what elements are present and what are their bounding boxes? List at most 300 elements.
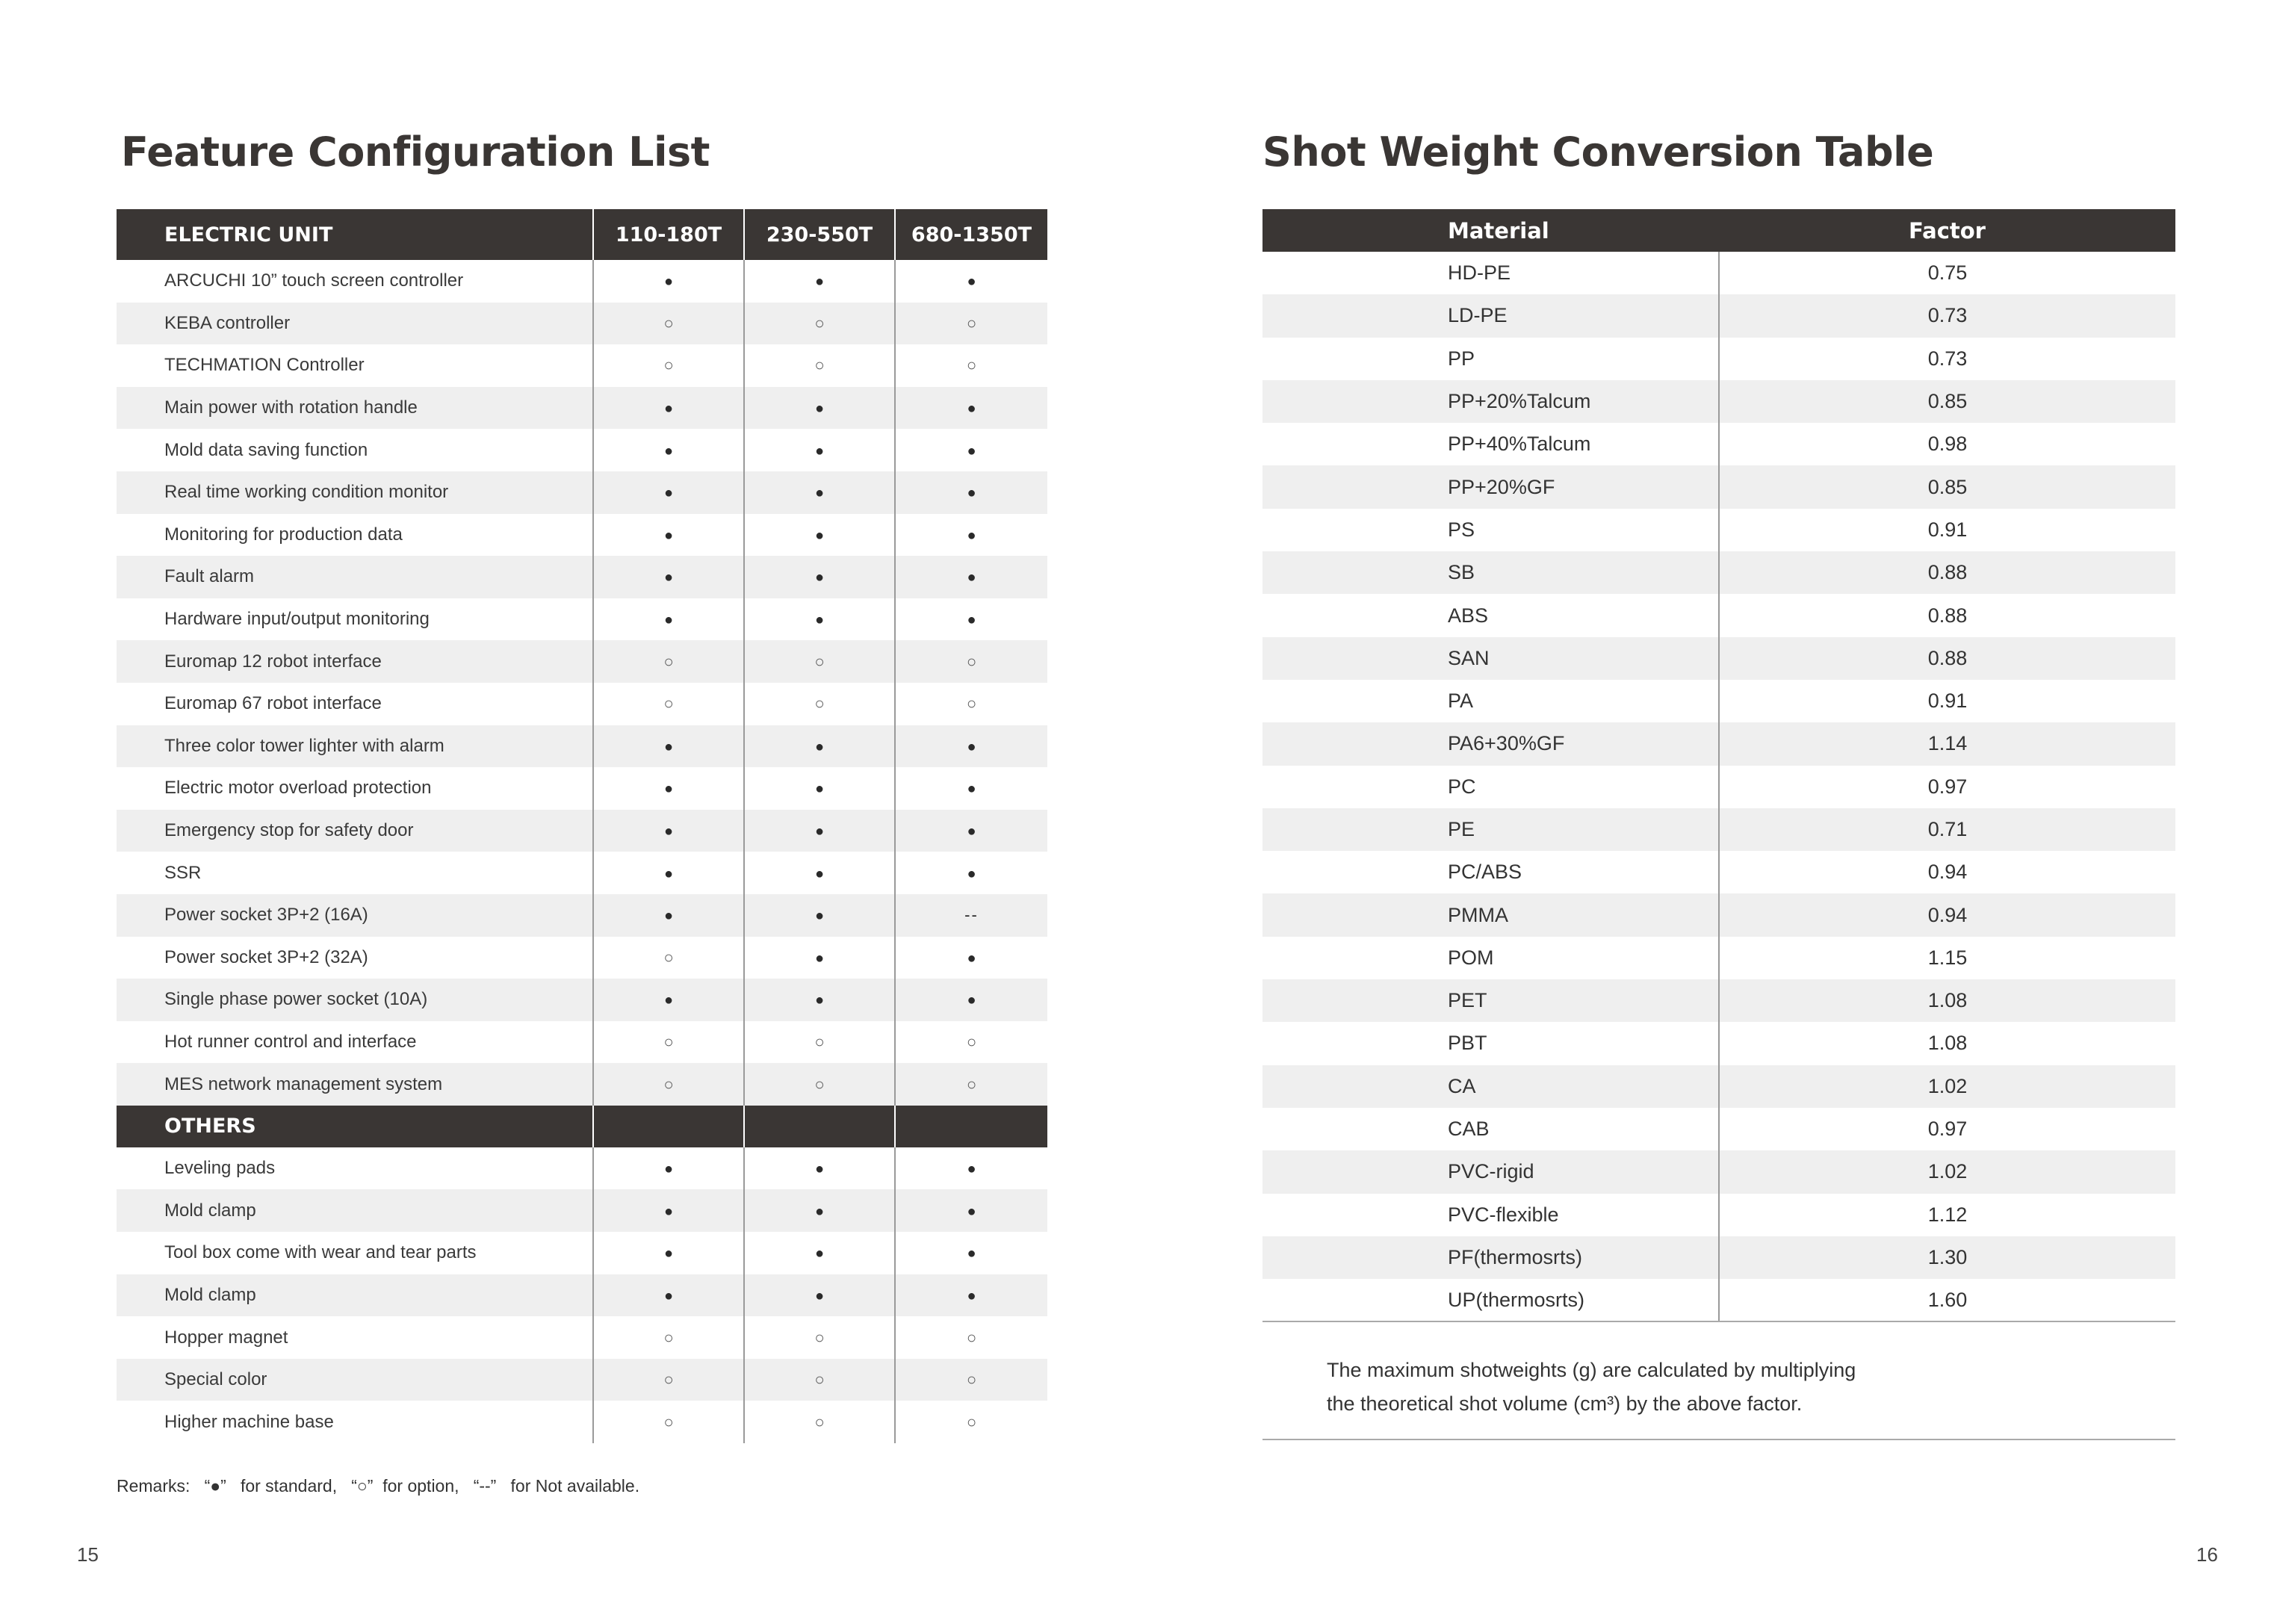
- availability-cell: [593, 471, 744, 514]
- feature-row: [117, 640, 1047, 683]
- feature-row: [117, 1359, 1047, 1401]
- availability-cell: [593, 1232, 744, 1274]
- conversion-factor: 1.12: [1719, 1194, 2175, 1236]
- conversion-row: [1262, 594, 2175, 636]
- availability-mark: ●: [814, 781, 825, 798]
- feature-row: [117, 683, 1047, 725]
- feature-row: [117, 1147, 1047, 1190]
- availability-cell: [593, 937, 744, 979]
- conversion-factor: 0.94: [1719, 893, 2175, 936]
- availability-mark: ●: [967, 400, 976, 418]
- conversion-table-title: Shot Weight Conversion Table: [1262, 128, 1934, 176]
- material-name: PC: [1448, 775, 1476, 798]
- feature-name: Mold clamp: [117, 1189, 593, 1232]
- conversion-row: [1262, 509, 2175, 551]
- availability-mark: ●: [663, 823, 674, 840]
- availability-mark: ○: [966, 694, 977, 713]
- availability-cell: [593, 303, 744, 345]
- availability-mark: ●: [814, 400, 825, 418]
- availability-mark: ●: [967, 442, 976, 459]
- feature-row: [117, 344, 1047, 387]
- section-header-blank-cell: [744, 1106, 895, 1147]
- material-name: PVC-flexible: [1448, 1203, 1559, 1226]
- availability-mark: ●: [663, 400, 674, 418]
- availability-mark: ○: [663, 651, 674, 671]
- availability-cell: [593, 1359, 744, 1401]
- availability-cell: [744, 1063, 895, 1106]
- availability-mark: ●: [663, 527, 674, 544]
- feature-name: ARCUCHI 10” touch screen controller: [164, 270, 464, 291]
- feature-row: [117, 1401, 1047, 1443]
- section-header-blank-cell: [593, 1106, 744, 1147]
- availability-cell: [593, 1063, 744, 1106]
- availability-mark: ●: [814, 612, 825, 629]
- availability-mark: ●: [814, 865, 825, 882]
- feature-row: [117, 725, 1047, 768]
- feature-name: Main power with rotation handle: [117, 387, 593, 430]
- availability-cell: [744, 514, 895, 557]
- material-name: PA: [1448, 689, 1474, 713]
- feature-name: Hardware input/output monitoring: [164, 609, 430, 630]
- availability-mark: ●: [967, 527, 976, 544]
- feature-name: Power socket 3P+2 (16A): [117, 894, 593, 937]
- conversion-factor: 1.02: [1719, 1150, 2175, 1193]
- availability-cell: [744, 1401, 895, 1443]
- availability-mark: ○: [814, 356, 825, 375]
- availability-cell: [895, 471, 1047, 514]
- availability-cell: [593, 556, 744, 598]
- availability-cell: [895, 1063, 1047, 1106]
- conversion-note-line: the theoretical shot volume (cm³) by the above factor.: [1327, 1392, 1803, 1415]
- material-name: PMMA: [1262, 893, 1719, 936]
- availability-cell: [593, 725, 744, 768]
- availability-mark: ●: [967, 738, 976, 755]
- availability-cell: [744, 1147, 895, 1190]
- availability-mark: ●: [814, 273, 825, 291]
- feature-name: Hopper magnet: [164, 1327, 288, 1348]
- availability-mark: ●: [814, 442, 825, 459]
- availability-cell: [593, 598, 744, 641]
- feature-row: [117, 1189, 1047, 1232]
- model-header: 680-1350T: [895, 209, 1047, 260]
- conversion-factor: 0.75: [1719, 252, 2175, 294]
- availability-cell: [895, 894, 1047, 937]
- conversion-row: [1262, 1194, 2175, 1236]
- availability-mark: ○: [814, 1074, 825, 1094]
- availability-mark: ●: [967, 612, 976, 629]
- availability-mark: ●: [814, 1287, 825, 1304]
- availability-cell: [593, 1021, 744, 1064]
- availability-mark: ●: [663, 992, 674, 1009]
- conversion-row: [1262, 338, 2175, 380]
- conversion-row: [1262, 465, 2175, 508]
- availability-mark: ●: [663, 1161, 674, 1178]
- material-name: PBT: [1448, 1032, 1487, 1055]
- feature-row: [117, 598, 1047, 641]
- availability-mark: ●: [663, 1203, 674, 1220]
- material-name: CA: [1262, 1065, 1719, 1108]
- conversion-row: [1262, 979, 2175, 1022]
- material-name: PC/ABS: [1448, 861, 1522, 884]
- factor-column-header: Factor: [1719, 209, 2175, 252]
- conversion-row: [1262, 423, 2175, 465]
- conversion-row: [1262, 766, 2175, 808]
- conversion-factor: 1.15: [1719, 937, 2175, 979]
- conversion-factor: 0.73: [1719, 338, 2175, 380]
- feature-row: [117, 471, 1047, 514]
- feature-row: [117, 767, 1047, 810]
- feature-name: Emergency stop for safety door: [117, 810, 593, 852]
- availability-mark: ●: [967, 949, 976, 967]
- conversion-row: [1262, 551, 2175, 594]
- availability-cell: [593, 429, 744, 471]
- availability-mark: ○: [814, 1412, 825, 1431]
- availability-cell: [593, 1189, 744, 1232]
- conversion-row: [1262, 1279, 2175, 1321]
- availability-cell: [744, 979, 895, 1021]
- remarks-legend: Remarks: “●” for standard, “○” for option, “--” for Not available.: [117, 1476, 640, 1496]
- availability-mark: ●: [814, 1245, 825, 1262]
- availability-mark: ○: [663, 1032, 674, 1051]
- availability-mark: ●: [967, 1287, 976, 1304]
- availability-cell: [593, 894, 744, 937]
- availability-cell: [744, 937, 895, 979]
- availability-mark: ●: [967, 1245, 976, 1262]
- availability-cell: [895, 640, 1047, 683]
- material-name: CAB: [1448, 1118, 1490, 1141]
- conversion-row: [1262, 1150, 2175, 1193]
- availability-mark: ●: [967, 781, 976, 798]
- availability-mark: --: [964, 905, 979, 925]
- availability-cell: [895, 260, 1047, 303]
- availability-cell: [895, 1359, 1047, 1401]
- feature-row: [117, 1316, 1047, 1359]
- material-name: UP(thermosrts): [1262, 1279, 1719, 1321]
- conversion-row: [1262, 252, 2175, 294]
- page-number-left: 15: [77, 1543, 99, 1566]
- material-name: PP: [1448, 347, 1475, 370]
- availability-mark: ●: [814, 1203, 825, 1220]
- availability-mark: ●: [967, 865, 976, 882]
- material-name: PP+40%Talcum: [1448, 433, 1591, 456]
- availability-mark: ○: [966, 313, 977, 332]
- conversion-factor: 1.14: [1719, 722, 2175, 765]
- availability-cell: [593, 683, 744, 725]
- availability-mark: ●: [663, 1287, 674, 1304]
- feature-row: [117, 1021, 1047, 1064]
- conversion-factor: 0.88: [1719, 594, 2175, 636]
- availability-cell: [744, 1232, 895, 1274]
- conversion-factor: 0.97: [1719, 1108, 2175, 1150]
- availability-cell: [744, 725, 895, 768]
- availability-cell: [895, 344, 1047, 387]
- availability-mark: ●: [663, 273, 674, 291]
- availability-mark: ○: [966, 356, 977, 375]
- feature-name: Mold clamp: [117, 1274, 593, 1317]
- feature-name: Special color: [117, 1359, 593, 1401]
- feature-name: KEBA controller: [117, 303, 593, 345]
- availability-cell: [593, 810, 744, 852]
- availability-cell: [895, 852, 1047, 894]
- material-name: PS: [1448, 518, 1475, 541]
- feature-name: Single phase power socket (10A): [117, 979, 593, 1021]
- material-name: PP+20%Talcum: [1262, 380, 1719, 423]
- availability-mark: ○: [966, 1370, 977, 1389]
- material-name: PP+20%GF: [1262, 465, 1719, 508]
- availability-mark: ○: [966, 1074, 977, 1094]
- section-header-electric-unit: ELECTRIC UNIT: [117, 209, 593, 260]
- feature-row: [117, 1063, 1047, 1106]
- availability-mark: ○: [814, 1370, 825, 1389]
- feature-row: [117, 556, 1047, 598]
- material-name: SAN: [1262, 637, 1719, 680]
- conversion-factor: 1.08: [1719, 979, 2175, 1022]
- conversion-factor: 0.88: [1719, 637, 2175, 680]
- feature-row: [117, 979, 1047, 1021]
- section-header-others-row: [117, 1106, 1047, 1147]
- divider: [1262, 1439, 2175, 1440]
- availability-mark: ●: [814, 949, 825, 967]
- feature-name: Euromap 12 robot interface: [117, 640, 593, 683]
- availability-mark: ●: [663, 781, 674, 798]
- feature-name: Tool box come with wear and tear parts: [164, 1242, 477, 1263]
- feature-row: [117, 894, 1047, 937]
- feature-list-title: Feature Configuration List: [121, 128, 710, 176]
- conversion-factor: 1.30: [1719, 1236, 2175, 1279]
- material-name: POM: [1448, 946, 1494, 969]
- feature-row: [117, 260, 1047, 303]
- feature-configuration-table: [117, 209, 1047, 1443]
- conversion-factor: 0.85: [1719, 465, 2175, 508]
- availability-cell: [593, 640, 744, 683]
- availability-cell: [744, 1021, 895, 1064]
- material-name: LD-PE: [1262, 294, 1719, 337]
- availability-cell: [744, 260, 895, 303]
- conversion-factor: 0.94: [1719, 851, 2175, 893]
- conversion-table-header: [1262, 209, 2175, 252]
- feature-name: SSR: [164, 862, 202, 883]
- availability-cell: [895, 1401, 1047, 1443]
- availability-cell: [895, 303, 1047, 345]
- conversion-row: [1262, 1065, 2175, 1108]
- conversion-note-line: The maximum shotweights (g) are calculated by multiplying: [1327, 1359, 1856, 1381]
- conversion-row: [1262, 294, 2175, 337]
- availability-mark: ●: [814, 527, 825, 544]
- feature-row: [117, 1232, 1047, 1274]
- availability-mark: ●: [814, 992, 825, 1009]
- material-name: PE: [1262, 808, 1719, 851]
- conversion-factor: 1.08: [1719, 1022, 2175, 1064]
- availability-cell: [593, 1316, 744, 1359]
- conversion-factor: 0.91: [1719, 509, 2175, 551]
- availability-cell: [744, 429, 895, 471]
- availability-mark: ○: [663, 694, 674, 713]
- availability-cell: [593, 767, 744, 810]
- availability-mark: ●: [967, 992, 976, 1009]
- availability-mark: ●: [663, 908, 674, 925]
- availability-cell: [895, 725, 1047, 768]
- availability-mark: ●: [663, 485, 674, 502]
- availability-cell: [744, 471, 895, 514]
- availability-mark: ●: [663, 738, 674, 755]
- material-name: ABS: [1448, 604, 1489, 627]
- availability-cell: [895, 1232, 1047, 1274]
- availability-mark: ●: [967, 1203, 976, 1220]
- availability-cell: [744, 1359, 895, 1401]
- availability-mark: ○: [663, 356, 674, 375]
- availability-cell: [744, 1274, 895, 1317]
- conversion-row: [1262, 808, 2175, 851]
- availability-cell: [744, 767, 895, 810]
- availability-mark: ○: [663, 1074, 674, 1094]
- conversion-factor: 0.73: [1719, 294, 2175, 337]
- availability-cell: [895, 1316, 1047, 1359]
- conversion-factor: 0.91: [1719, 680, 2175, 722]
- conversion-note: [1327, 1354, 2074, 1421]
- availability-mark: ●: [663, 865, 674, 882]
- availability-mark: ●: [967, 569, 976, 586]
- availability-mark: ○: [814, 651, 825, 671]
- availability-cell: [895, 1021, 1047, 1064]
- availability-cell: [895, 683, 1047, 725]
- conversion-row: [1262, 1108, 2175, 1150]
- availability-mark: ○: [966, 1032, 977, 1051]
- availability-cell: [895, 810, 1047, 852]
- availability-mark: ○: [814, 313, 825, 332]
- availability-mark: ○: [663, 1370, 674, 1389]
- availability-cell: [895, 937, 1047, 979]
- availability-cell: [744, 303, 895, 345]
- conversion-row: [1262, 1236, 2175, 1279]
- availability-cell: [593, 1147, 744, 1190]
- material-name: PVC-rigid: [1262, 1150, 1719, 1193]
- availability-cell: [744, 852, 895, 894]
- feature-name: Fault alarm: [117, 556, 593, 598]
- availability-cell: [744, 1189, 895, 1232]
- feature-name: Euromap 67 robot interface: [164, 693, 382, 714]
- availability-mark: ○: [814, 694, 825, 713]
- availability-mark: ●: [967, 273, 976, 291]
- availability-cell: [895, 979, 1047, 1021]
- availability-mark: ●: [663, 569, 674, 586]
- conversion-row: [1262, 637, 2175, 680]
- conversion-factor: 1.02: [1719, 1065, 2175, 1108]
- availability-cell: [895, 767, 1047, 810]
- model-header: 230-550T: [744, 209, 895, 260]
- feature-name: Higher machine base: [164, 1411, 334, 1432]
- feature-row: [117, 810, 1047, 852]
- conversion-factor: 0.98: [1719, 423, 2175, 465]
- availability-cell: [744, 556, 895, 598]
- feature-row: [117, 514, 1047, 557]
- availability-cell: [895, 387, 1047, 430]
- feature-name: Real time working condition monitor: [117, 471, 593, 514]
- availability-mark: ○: [966, 651, 977, 671]
- conversion-factor: 0.71: [1719, 808, 2175, 851]
- availability-cell: [895, 514, 1047, 557]
- conversion-row: [1262, 893, 2175, 936]
- feature-name: Leveling pads: [164, 1158, 276, 1179]
- page-number-right: 16: [2196, 1543, 2218, 1566]
- material-column-header: Material: [1262, 209, 1719, 252]
- feature-name: Mold data saving function: [164, 439, 368, 460]
- material-name: PF(thermosrts): [1262, 1236, 1719, 1279]
- availability-mark: ●: [663, 442, 674, 459]
- availability-cell: [593, 1401, 744, 1443]
- feature-row: [117, 387, 1047, 430]
- section-header-others: OTHERS: [117, 1106, 593, 1147]
- conversion-row: [1262, 380, 2175, 423]
- shot-weight-conversion-table: [1262, 209, 2175, 1322]
- feature-name: TECHMATION Controller: [164, 355, 365, 376]
- availability-cell: [744, 894, 895, 937]
- conversion-row: [1262, 851, 2175, 893]
- availability-mark: ●: [967, 485, 976, 502]
- feature-row: [117, 937, 1047, 979]
- conversion-row: [1262, 722, 2175, 765]
- feature-name: Hot runner control and interface: [164, 1031, 417, 1052]
- availability-cell: [744, 598, 895, 641]
- availability-cell: [593, 1274, 744, 1317]
- section-header-blank-cell: [895, 1106, 1047, 1147]
- feature-row: [117, 429, 1047, 471]
- availability-cell: [895, 598, 1047, 641]
- availability-mark: ●: [814, 738, 825, 755]
- availability-cell: [593, 514, 744, 557]
- conversion-row: [1262, 680, 2175, 722]
- feature-row: [117, 1274, 1047, 1317]
- availability-cell: [593, 852, 744, 894]
- availability-mark: ●: [814, 908, 825, 925]
- availability-cell: [593, 979, 744, 1021]
- material-name: HD-PE: [1448, 261, 1511, 285]
- availability-cell: [744, 640, 895, 683]
- material-name: PET: [1262, 979, 1719, 1022]
- conversion-factor: 1.60: [1719, 1279, 2175, 1321]
- availability-cell: [744, 1316, 895, 1359]
- availability-mark: ●: [967, 1161, 976, 1178]
- feature-name: Three color tower lighter with alarm: [117, 725, 593, 768]
- availability-cell: [895, 429, 1047, 471]
- model-header: 110-180T: [593, 209, 744, 260]
- availability-cell: [895, 556, 1047, 598]
- conversion-factor: 0.85: [1719, 380, 2175, 423]
- availability-mark: ●: [663, 1245, 674, 1262]
- feature-name: Power socket 3P+2 (32A): [164, 946, 368, 967]
- availability-mark: ○: [663, 313, 674, 332]
- availability-mark: ○: [663, 1412, 674, 1431]
- availability-cell: [744, 683, 895, 725]
- availability-mark: ●: [814, 569, 825, 586]
- availability-mark: ●: [814, 823, 825, 840]
- availability-cell: [895, 1147, 1047, 1190]
- availability-cell: [593, 344, 744, 387]
- conversion-row: [1262, 1022, 2175, 1064]
- availability-mark: ○: [814, 1327, 825, 1347]
- material-name: SB: [1262, 551, 1719, 594]
- availability-cell: [744, 387, 895, 430]
- availability-cell: [744, 344, 895, 387]
- feature-row: [117, 852, 1047, 894]
- feature-name: Electric motor overload protection: [164, 778, 432, 799]
- availability-mark: ○: [966, 1327, 977, 1347]
- feature-name: Monitoring for production data: [164, 524, 403, 545]
- feature-name: MES network management system: [117, 1063, 593, 1106]
- conversion-factor: 0.97: [1719, 766, 2175, 808]
- availability-mark: ●: [967, 823, 976, 840]
- conversion-factor: 0.88: [1719, 551, 2175, 594]
- availability-cell: [895, 1189, 1047, 1232]
